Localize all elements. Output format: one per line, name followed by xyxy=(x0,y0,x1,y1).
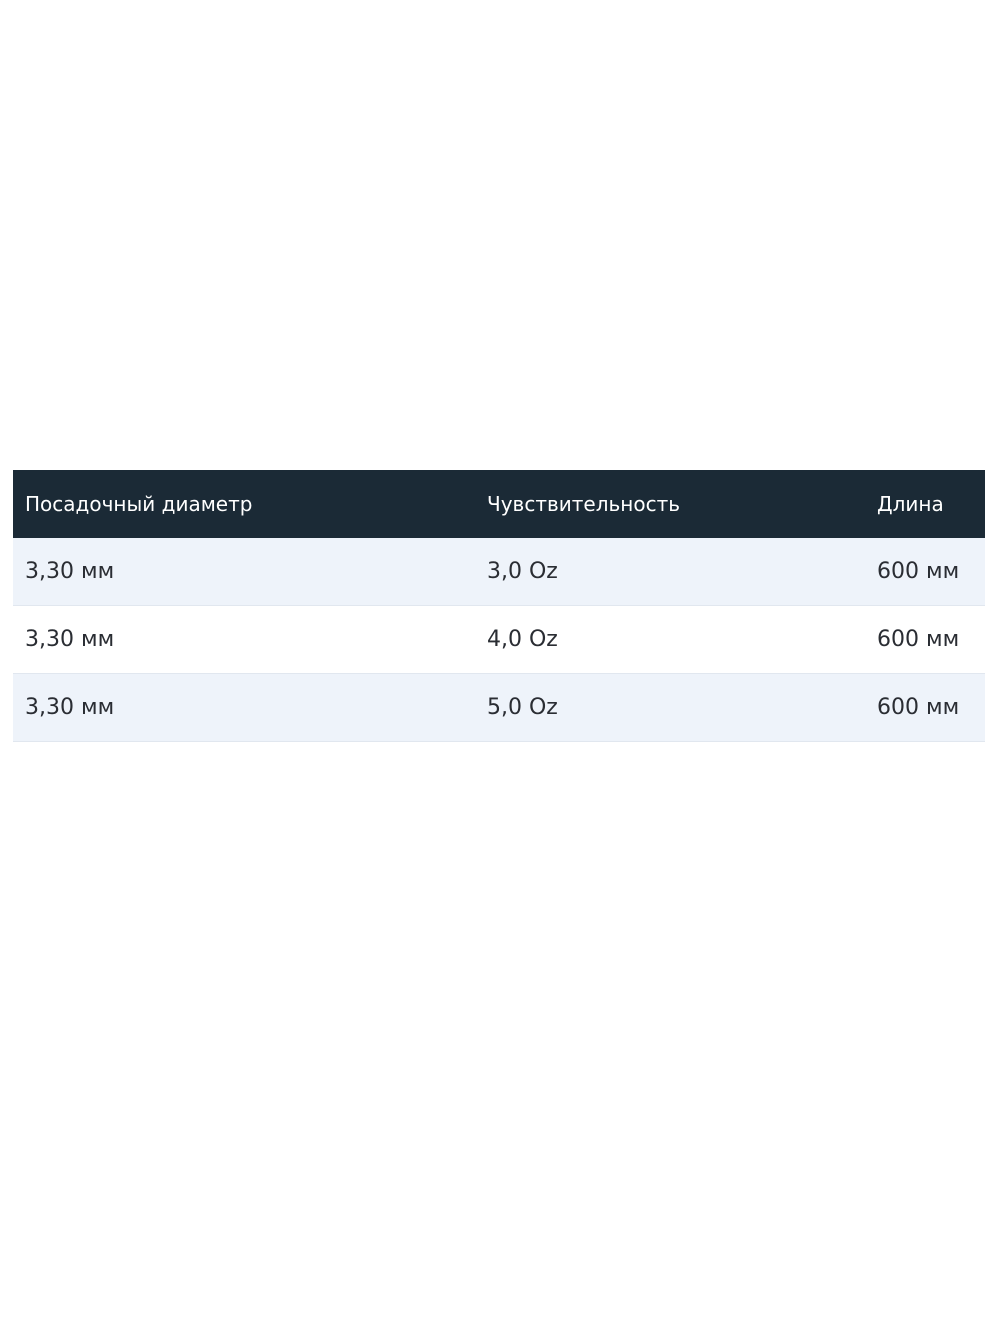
cell-sensitivity: 3,0 Oz xyxy=(487,559,558,584)
table-row xyxy=(13,674,985,742)
table-header xyxy=(13,470,985,538)
cell-length: 600 мм xyxy=(877,695,960,720)
cell-length: 600 мм xyxy=(877,559,960,584)
header-mount-diameter: Посадочный диаметр xyxy=(25,492,253,516)
cell-mount-diameter: 3,30 мм xyxy=(25,627,115,652)
cell-sensitivity: 4,0 Oz xyxy=(487,627,558,652)
cell-length: 600 мм xyxy=(877,627,960,652)
table-row xyxy=(13,538,985,606)
table-row xyxy=(13,606,985,674)
spec-table xyxy=(13,470,985,742)
header-sensitivity: Чувствительность xyxy=(487,492,681,516)
header-length: Длина xyxy=(877,492,944,516)
cell-sensitivity: 5,0 Oz xyxy=(487,695,558,720)
cell-mount-diameter: 3,30 мм xyxy=(25,695,115,720)
cell-mount-diameter: 3,30 мм xyxy=(25,559,115,584)
